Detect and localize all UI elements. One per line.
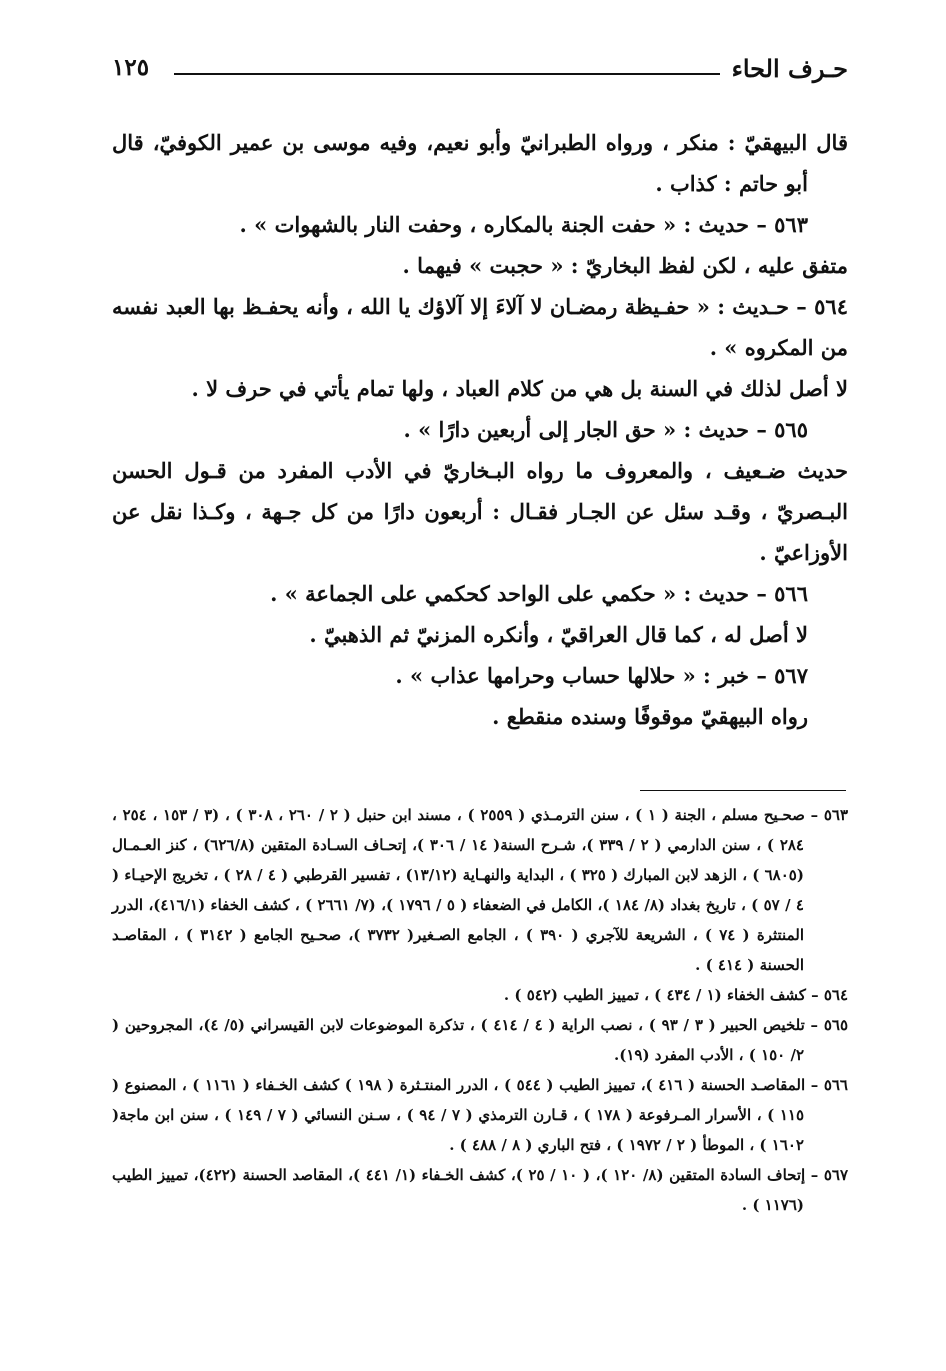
footnote-565: ٥٦٥ – تلخيص الحبير ( ٣ / ٩٣ ) ، نصب الراية ( ٤ / ٤١٤ ) ، تذكرة الموضوعات لابن القيسراني (٥/ ٤)، المجروحين ( ٢/ ١٥٠ ) ، الأدب المفرد (١٩). xyxy=(112,1016,848,1064)
paragraph: لا أصل له ، كما قال العراقيّ ، وأنكره المزنيّ ثم الذهبيّ . xyxy=(309,622,808,647)
footnote-divider xyxy=(640,790,846,791)
page-number: ١٢٥ xyxy=(112,54,150,81)
hadith-566: ٥٦٦ – حديث : « حكمي على الواحد كحكمي على الجماعة » . xyxy=(270,581,808,606)
footnote-563: ٥٦٣ – صحـيح مسلم ، الجنة ( ١ ) ، سنن الترمـذي ( ٢٥٥٩ ) ، مسند ابن حنبل ( ٢ / ٢٦٠ ، ٣٠٨ ) ، (٣ / ١٥٣ ، ٢٥٤ ، ٢٨٤ ) ، سنن الدارمي ( ٢ / ٣٣٩ )، شـرح السنة( ١٤ / ٣٠٦ )، إتحـاف السـادة المتقين (٦٢٦/٨) ، كنز العـمـال (٦٨٠٥ ) ، الزهد لابن المبارك ( ٣٢٥ ) ، البداية والنهـاية (١٣/١٢) ، تفسير القرطبي ( ٤ / ٢٨ ) ، تخريج الإحيـاء ( ٤ / ٥٧ ) ، تاريخ بغداد (٨/ ١٨٤ )، الكامل في الضعفاء ( ٥ / ١٧٩٦ )، (٧/ ٢٦٦١ ) ، كشف الخفاء (٤١٦/١)، الدرر المنتثرة ( ٧٤ ) ، الشريعة للآجري ( ٣٩٠ ) ، الجامع الصـغير( ٣٧٣٢ )، صحـيح الجامع ( ٣١٤٢ ) ، المقاصـد الحسنة ( ٤١٤ ) . xyxy=(112,806,848,974)
paragraph: قال البيهقيّ : منكر ، ورواه الطبرانيّ وأبو نعيم، وفيه موسى بن عمير الكوفيّ، قال أبو حاتم : كذاب . xyxy=(112,130,848,196)
main-text xyxy=(112,122,848,737)
paragraph: لا أصل لذلك في السنة بل هي من كلام العباد ، ولها تمام يأتي في حرف لا . xyxy=(191,376,848,401)
footnote-564: ٥٦٤ – كشف الخفاء (١ / ٤٣٤ ) ، تمييز الطيب (٥٤٢ ) . xyxy=(503,986,848,1004)
hadith-563: ٥٦٣ – حديث : « حفت الجنة بالمكاره ، وحفت النار بالشهوات » . xyxy=(239,212,808,237)
page-header xyxy=(112,50,848,90)
running-title: حـرف الحاء xyxy=(731,54,848,83)
footnote-566: ٥٦٦ – المقاصـد الحسنة ( ٤١٦ )، تمييز الطيب ( ٥٤٤ ) ، الدرر المنتـثرة ( ١٩٨ ) كشف الخـفاء ( ١١٦١ ) ، المصنوع ( ١١٥ ) ، الأسرار المـرفوعة ( ١٧٨ ) ، قـارن الترمذي ( ٧ / ٩٤ ) ، سـنن النسائي ( ٧ / ١٤٩ ) ، سنن ابن ماجة( ١٦٠٢ ) ، الموطأ ( ٢ / ١٩٧٢ ) ، فتح الباري ( ٨ / ٤٨٨ ) . xyxy=(112,1076,848,1154)
hadith-564: ٥٦٤ – حـديث : « حفـيظة رمضـان لا آلاءَ إلا آلاؤك يا الله ، وأنه يحفـظ بها العبد نفسه من المكروه » . xyxy=(112,294,848,360)
footnotes xyxy=(112,800,848,1220)
footnote-567: ٥٦٧ – إتحاف السادة المتقين (٨/ ١٢٠ )، ( ١٠ / ٢٥ )، كشف الخـفاء (١/ ٤٤١ )، المقاصد الحسنة (٤٢٢)، تمييز الطيب (١١٧٦ ) . xyxy=(112,1166,849,1214)
khabar-567: ٥٦٧ – خبر : « حلالها حساب وحرامها عذاب » . xyxy=(395,663,808,688)
paragraph: حديث ضـعيف ، والمعروف ما رواه البـخاريّ في الأدب المفرد من قـول الحسن البـصريّ ، وقـد سئل عن الجـار فقـال : أربعون دارًا من كل جـهة ، وكـذا نقل عن الأوزاعيّ . xyxy=(112,458,848,565)
hadith-565: ٥٦٥ – حديث : « حق الجار إلى أربعين دارًا » . xyxy=(403,417,808,442)
paragraph: رواه البيهقيّ موقوفًا وسنده منقطع . xyxy=(492,704,808,729)
paragraph: متفق عليه ، لكن لفظ البخاريّ : « حجبت » فيهما . xyxy=(402,253,848,278)
header-rule xyxy=(174,73,720,75)
